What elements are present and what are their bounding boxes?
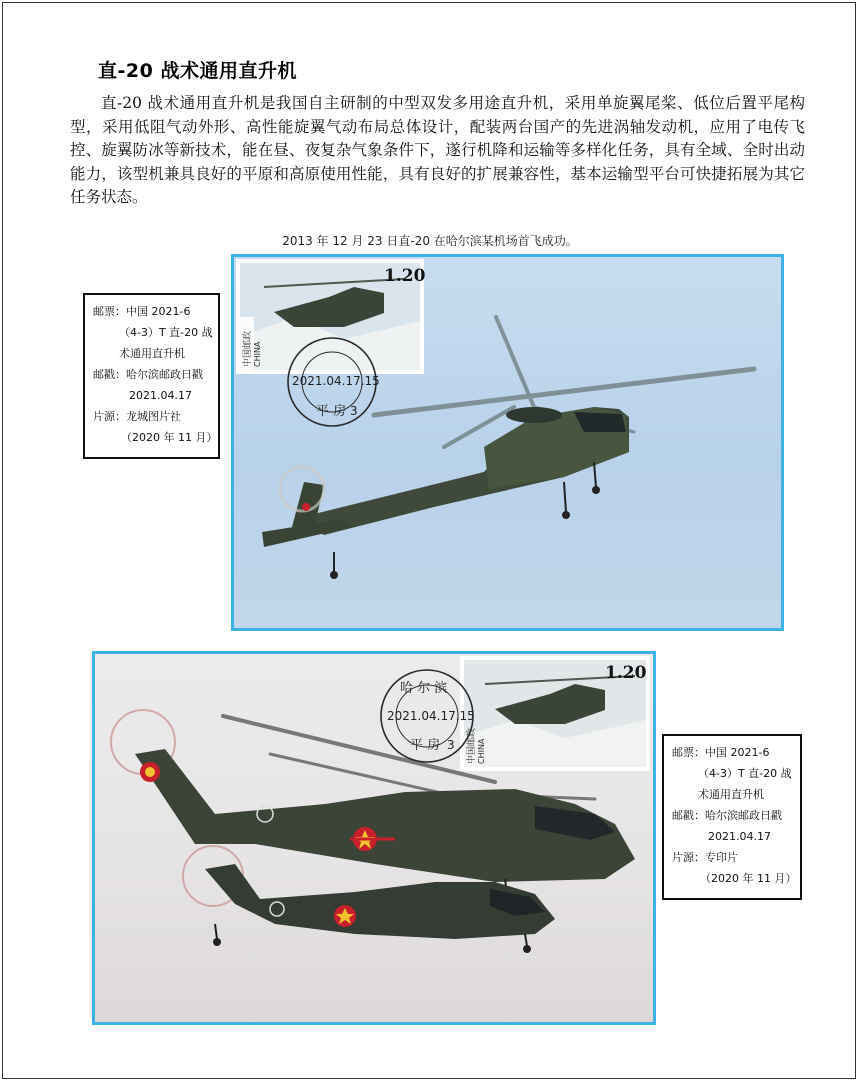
- postmark-place-bottom: 平 房: [410, 738, 441, 753]
- description-paragraph: 直-20 战术通用直升机是我国自主研制的中型双发多用途直升机，采用单旋翼尾桨、低位后置平尾构型，采用低阻气动外形、高性能旋翼气动布局总体设计，配装两台国产的先进涡轴发动机，应用了电传飞控、旋翼防冰等新技术，能在昼、夜复杂气象条件下，遂行机降和运输等多样化任务，具有全域、全时出动能力，该型机兼具良好的平原和高原使用性能，具有良好的扩展兼容性，基本运输型平台可快捷拓展为其它任务状态。: [70, 94, 806, 206]
- page-title: 直-20 战术通用直升机: [98, 60, 297, 82]
- info-line: （2020 年 11 月）: [700, 872, 797, 885]
- postmark-date: 2021.04.17.15: [387, 709, 475, 723]
- postage-stamp-2: [460, 656, 650, 771]
- info-line: 2021.04.17: [129, 389, 192, 402]
- info-line: 术通用直升机: [698, 788, 764, 801]
- postage-stamp-1: [236, 259, 426, 374]
- postmark-place-bottom: 平 房: [316, 404, 347, 419]
- info-line: （2020 年 11 月）: [121, 431, 218, 444]
- card-1-artwork: [234, 257, 781, 628]
- card-2-artwork: [95, 654, 653, 1022]
- maximum-card-1: [231, 254, 784, 631]
- stamp-value: 1.20: [384, 266, 426, 286]
- info-line: 邮票：中国 2021-6: [93, 305, 191, 318]
- postmark-place-top: 哈 尔 滨: [400, 681, 448, 696]
- info-line: （4-3）T 直-20 战: [119, 326, 213, 339]
- star-insignia: [334, 905, 356, 927]
- stamp-info-card-1: [83, 293, 220, 459]
- info-line: 片源：专印片: [672, 851, 738, 864]
- maximum-card-2: [92, 651, 656, 1025]
- stamp-value: 1.20: [605, 663, 647, 683]
- stamp-info-card-2: [662, 734, 802, 900]
- postmark-code: 3: [350, 404, 358, 418]
- stamp-country: 中国邮政: [243, 330, 253, 367]
- photo-caption: 2013 年 12 月 23 日直-20 在哈尔滨某机场首飞成功。: [282, 234, 578, 248]
- info-line: 邮戳：哈尔滨邮政日戳: [93, 368, 203, 381]
- stamp-country-en: CHINA: [477, 738, 486, 764]
- helicopter-1: [262, 407, 629, 579]
- info-line: 片源：龙城图片社: [93, 410, 181, 423]
- info-line: 邮戳：哈尔滨邮政日戳: [672, 809, 782, 822]
- info-line: 术通用直升机: [119, 347, 185, 360]
- info-line: （4-3）T 直-20 战: [698, 767, 792, 780]
- helicopter-upper: [135, 749, 635, 902]
- stamp-country: 中国邮政: [467, 727, 477, 764]
- stamp-country-en: CHINA: [253, 341, 262, 367]
- postmark-date: 2021.04.17.15: [292, 374, 380, 388]
- postmark-2: [381, 670, 475, 762]
- postmark-code: 3: [447, 738, 455, 752]
- info-line: 2021.04.17: [708, 830, 771, 843]
- info-line: 邮票：中国 2021-6: [672, 746, 770, 759]
